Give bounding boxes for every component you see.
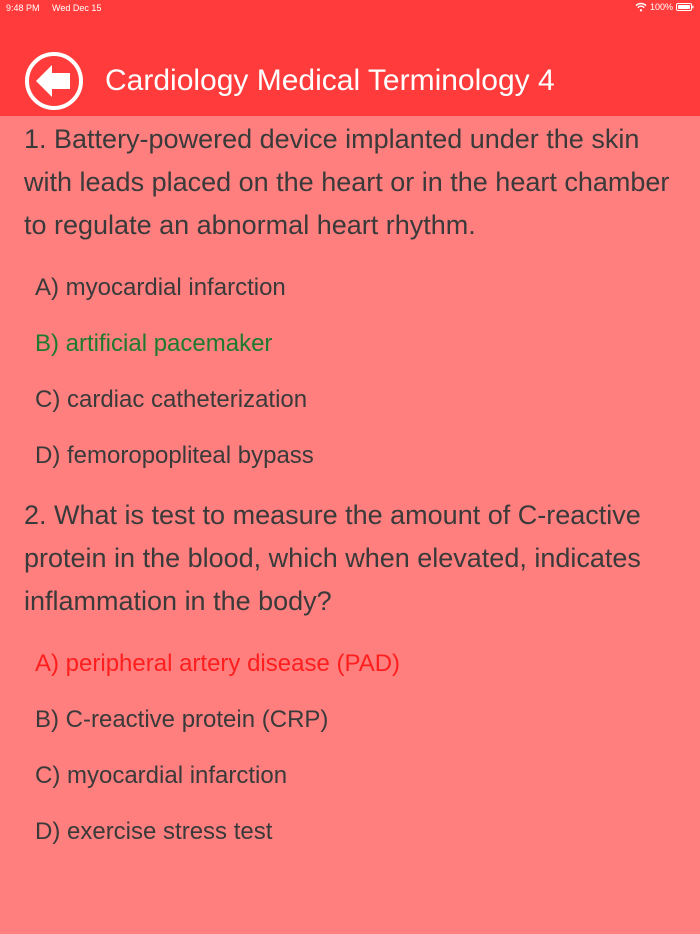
question-2-text: 2. What is test to measure the amount of C-reactive protein in the blood, which when elevated, indicates inflammation in the body?: [24, 500, 641, 616]
q2-option-c[interactable]: C) myocardial infarction: [35, 762, 288, 789]
page-title: Cardiology Medical Terminology 4: [105, 64, 555, 97]
status-bar: [0, 0, 700, 16]
q1-option-c[interactable]: C) cardiac catheterization: [35, 386, 308, 413]
status-left: [6, 3, 101, 13]
status-date: Wed Dec 15: [52, 3, 102, 13]
q2-option-b[interactable]: B) C-reactive protein (CRP): [35, 706, 329, 733]
back-button[interactable]: [24, 51, 84, 111]
q1-option-d[interactable]: D) femoropopliteal bypass: [35, 442, 314, 469]
q2-option-a[interactable]: A) peripheral artery disease (PAD): [35, 650, 401, 677]
status-right: [635, 2, 694, 12]
question-1-options: [24, 274, 694, 470]
quiz-content: [24, 118, 694, 846]
arrow-left-circle-icon: [24, 51, 84, 111]
wifi-icon: [635, 2, 647, 12]
battery-percent: 100%: [649, 2, 673, 12]
question-1-text: 1. Battery-powered device implanted under the skin with leads placed on the heart or in the heart chamber to regulate an abnormal heart rhythm.: [24, 124, 670, 240]
question-2-options: [24, 650, 694, 846]
header-bar: [0, 0, 700, 116]
q2-option-d[interactable]: D) exercise stress test: [35, 818, 273, 845]
battery-icon: [676, 3, 694, 11]
q1-option-a[interactable]: A) myocardial infarction: [35, 274, 286, 301]
q1-option-b[interactable]: B) artificial pacemaker: [35, 330, 273, 357]
status-time: 9:48 PM: [6, 3, 40, 13]
